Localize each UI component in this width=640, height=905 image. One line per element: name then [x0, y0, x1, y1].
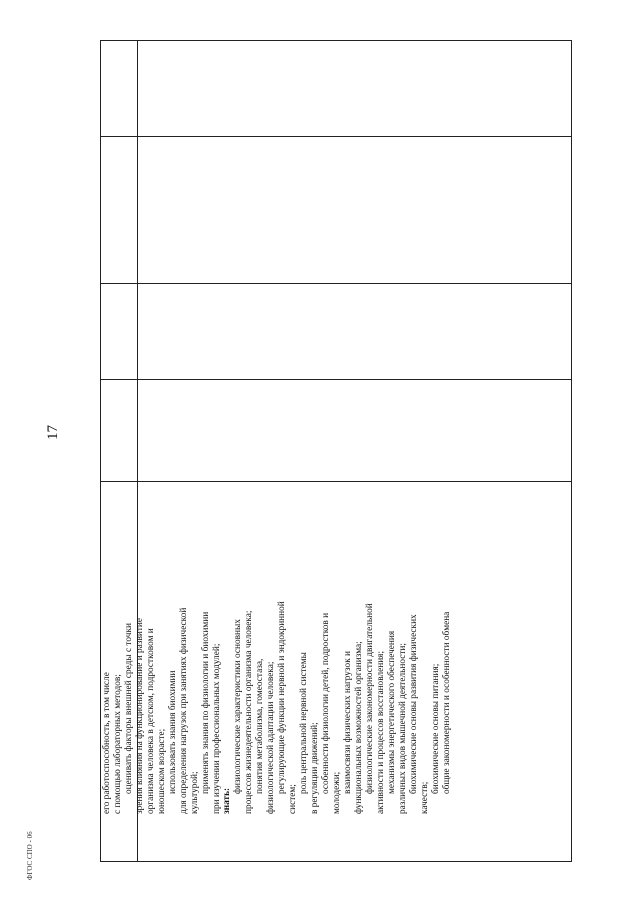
text-line: систем; [288, 784, 299, 814]
text-line: биохимические основы питания; [430, 663, 441, 794]
text-line: физиологические закономерности двигательной [364, 603, 375, 794]
text-line: качеств; [419, 781, 430, 814]
text-line: особенности физиологии детей, подростков и [321, 612, 332, 794]
text-line: организма человека в детском, подростковом и [145, 628, 156, 814]
text-line: зрения влияния на функционирование и развитие [134, 618, 145, 814]
text-line: оценивать факторы внешней среды с точки [123, 623, 134, 794]
text-line: юношеском возрасте; [156, 728, 167, 814]
text-line: общие закономерности и особенности обмена [441, 611, 452, 794]
text-line: различных видов мышечной деятельности; [397, 643, 408, 814]
text-line: регулирующие функции нервной и эндокринной [277, 601, 288, 794]
text-line: использовать знания биохимии [167, 670, 178, 794]
competencies-cell-text [102, 480, 453, 814]
text-line: функциональных возможностей организма; [353, 641, 364, 814]
text-line: культурой; [189, 771, 200, 814]
text-line: физиологической адаптации человека; [266, 661, 277, 814]
row-divider [101, 379, 571, 380]
text-line: физиологические характеристики основных [233, 619, 244, 794]
text-line: применять знания по физиологии и биохимии [200, 611, 211, 794]
row-divider [101, 136, 571, 137]
row-divider [101, 283, 571, 284]
text-line: понятия метаболизма, гомеостаза, [255, 658, 266, 794]
text-line: знать: [222, 787, 233, 814]
text-line: при изучении профессиональных модулей; [211, 643, 222, 814]
document-code-footer: ФГОС СПО - 06 [26, 831, 34, 880]
text-line: биохимические основы развития физических [408, 614, 419, 794]
text-line: его работоспособность, в том числе [102, 672, 112, 814]
text-line: с помощью лабораторных методов; [112, 674, 123, 814]
text-line: взаимосвязи физических нагрузок и [342, 650, 353, 794]
page-number: 17 [45, 425, 61, 440]
text-line: роль центральной нервной системы [299, 652, 310, 794]
text-line: активности и процессов восстановления; [375, 650, 386, 814]
text-line: молодежи; [332, 771, 343, 814]
text-line: механизмы энергетического обеспечения [386, 630, 397, 794]
text-line: в регуляции движений; [310, 722, 321, 814]
text-line: процессов жизнедеятельности организма человека; [244, 610, 255, 814]
text-line: для определения нагрузок при занятиях физической [178, 607, 189, 814]
